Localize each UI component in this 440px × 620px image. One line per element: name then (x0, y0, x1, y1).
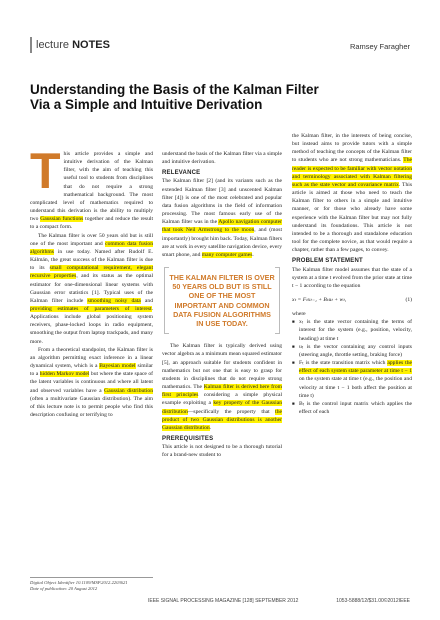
publication-date: Date of publication: 20 August 2012 (30, 586, 98, 591)
section-heading: RELEVANCE (162, 170, 201, 177)
text: The Kalman filter is typically derived using vector algebra as a minimum mean squared estimator [5], an approach suitable for students confident in mathematics but not one that is easy to grasp for students in disciplines that do not require strong mathematics. The (162, 343, 282, 391)
kicker-plain: lecture (36, 39, 73, 51)
highlight: applies the effect of each system state parameter at time t − 1 (299, 360, 412, 375)
text: The Kalman filter is over 50 years old but is still one of the most important and (30, 232, 153, 247)
equation-number: (1) (405, 296, 412, 303)
text: and (140, 297, 153, 304)
text: the Kalman filter, in the interests of being concise, but instead aims to provide tutors with a simple method of teaching the concepts of the Kalman filter to students who are not strong mathematicians. (292, 133, 412, 164)
text: considering a simple physical example exploiting a (162, 392, 283, 407)
pull-quote-text: THE KALMAN FILTER IS OVER 50 YEARS OLD BUT IS STILL ONE OF THE MOST IMPORTANT AND COMMON DATA FUSION ALGORITHMS IN USE TODAY. (169, 273, 275, 329)
magazine-info: IEEE SIGNAL PROCESSING MAGAZINE [128] SEPTEMBER 2012 (148, 598, 299, 604)
section-heading: PREREQUISITES (162, 435, 214, 442)
column-header (30, 36, 110, 54)
header-bar (30, 37, 32, 53)
text: The Kalman filter model assumes that the state of a system at a time t evolved from the prior state at time t − 1 according to the equation (292, 266, 412, 289)
text: understand the basis of the Kalman filter via a simple and intuitive derivation. (162, 151, 282, 166)
text: —specifically the property that (187, 408, 276, 415)
pull-quote (164, 267, 280, 334)
article-title: Understanding the Basis of the Kalman Filter Via a Simple and Intuitive Derivation (30, 82, 319, 112)
kicker (36, 39, 110, 51)
text: , and its status as the optimal estimator for one-dimensional linear systems with Gaussian error statistics [1]. Typical uses of the Kalman filter include (30, 273, 154, 304)
footnote (30, 577, 153, 592)
highlight: hidden Markov model (39, 371, 90, 378)
issn: 1053-5888/12/$31.00©2012IEEE (336, 598, 410, 604)
text: similar to a (30, 363, 153, 378)
highlight: small computational requirement, elegant recursive properties (30, 265, 154, 280)
column-2 (162, 150, 282, 459)
highlight: Bayesian model (99, 363, 136, 370)
equation-1 (292, 296, 412, 304)
text: This article is not designed to be a thorough tutorial for a brand-new student to (162, 444, 282, 459)
highlight: smoothing noisy data (87, 297, 141, 304)
bullet-item (292, 359, 412, 400)
bracket-right (275, 267, 280, 334)
equation: xₜ = Fₜxₜ₋₁ + Bₜuₜ + wₜ, (292, 296, 347, 303)
text: , and (most importantly) brought him back. Today, Kalman filters are at work in every satellite navigation device, every smart phone, and (162, 227, 283, 258)
text: on the system state at time t (e.g., the position and velocity at time t − 1 both affect the position at time t) (299, 376, 412, 399)
highlight: the product of two Gaussian distributions is another Gaussian distribution (162, 408, 282, 431)
doi: Digital Object Identifier 10.1109/MSP.2012.2203621 (30, 580, 128, 585)
dropcap: T (30, 143, 61, 199)
text: . This article is aimed at those who need to teach the Kalman filter to others in a simple and intuitive manner, or for those who already have some experience with the Kalman filter but may not fully understand its foundations. This article is not intended to be a thorough and standalone education tool for the complete novice, as that would require a chapter, rather than a few pages, to convey. (292, 181, 412, 254)
text: . Applications include global positioning system receivers, phase-locked loops in radio equipment, smoothing the output from laptop trackpads, and many more. (30, 305, 153, 345)
bullet-item: ■ Bₜ is the control input matrix which applies the effect of each (292, 400, 412, 416)
column-3 (292, 132, 412, 416)
bullet-item: ■ uₜ is the vector containing any control inputs (steering angle, throttle setting, braking force) (292, 343, 412, 359)
column-1 (30, 143, 154, 419)
highlight: key property of the Gaussian distribution (162, 400, 282, 415)
text: . (252, 251, 254, 258)
text: where (292, 311, 306, 318)
highlight: The reader is expected to be familiar with vector notation and terminology associated with Kalman filtering such as the state vector and covariance matrix (292, 157, 412, 188)
highlight: Apollo navigation computer that took Neil Armstrong to the moon (162, 219, 282, 234)
text: together and reduce the result to a compact form. (30, 216, 153, 231)
author: Ramsey Faragher (349, 42, 410, 51)
text: From a theoretical standpoint, the Kalman filter is an algorithm permitting exact inference in a linear dynamical system, which is a (30, 346, 153, 370)
section-heading: PROBLEM STATEMENT (292, 258, 363, 265)
bracket-left (164, 267, 169, 334)
text: his article provides a simple and intuitive derivation of the Kalman filter, with the aim of teaching this useful tool to students from disciplines that do not require a strong mathematical background. The most complicated level of mathematics required to understand this derivation is the ability to multiply two (30, 151, 153, 223)
bullet-item: ■ xₜ is the state vector containing the terms of interest for the system (e.g., position, velocity, heading) at time t (292, 318, 412, 342)
text: . (209, 424, 212, 431)
text: Fₜ is the state transition matrix which (299, 360, 388, 367)
highlight: Gaussian distribution (104, 387, 154, 394)
text: in use today. Named after Rudolf E. Kálmán, the great success of the Kalman filter is due to its (30, 248, 153, 272)
highlight: Kalman filter is derived here from first principles (162, 384, 282, 399)
text: but where the state space of the latent variables is continuous and where all latent and observed variables have a (30, 371, 153, 394)
text: (often a multivariate Gaussian distribution). The aim of this lecture note is to permit people who find this description confusing or terrifying to (30, 395, 153, 418)
kicker-bold: NOTES (72, 39, 110, 51)
highlight: providing estimates of parameters of interest (30, 305, 152, 312)
text: The Kalman filter [2] (and its variants such as the extended Kalman filter [3] and unscented Kalman filter [4]) is one of the most celebrated and popular data fusion algorithms in the field of information processing. The most famous early use of the Kalman filter was in the (162, 178, 282, 226)
highlight: common data fusion algorithms (30, 240, 153, 255)
highlight: many computer games (201, 251, 253, 258)
highlight: Gaussian functions (40, 216, 84, 223)
